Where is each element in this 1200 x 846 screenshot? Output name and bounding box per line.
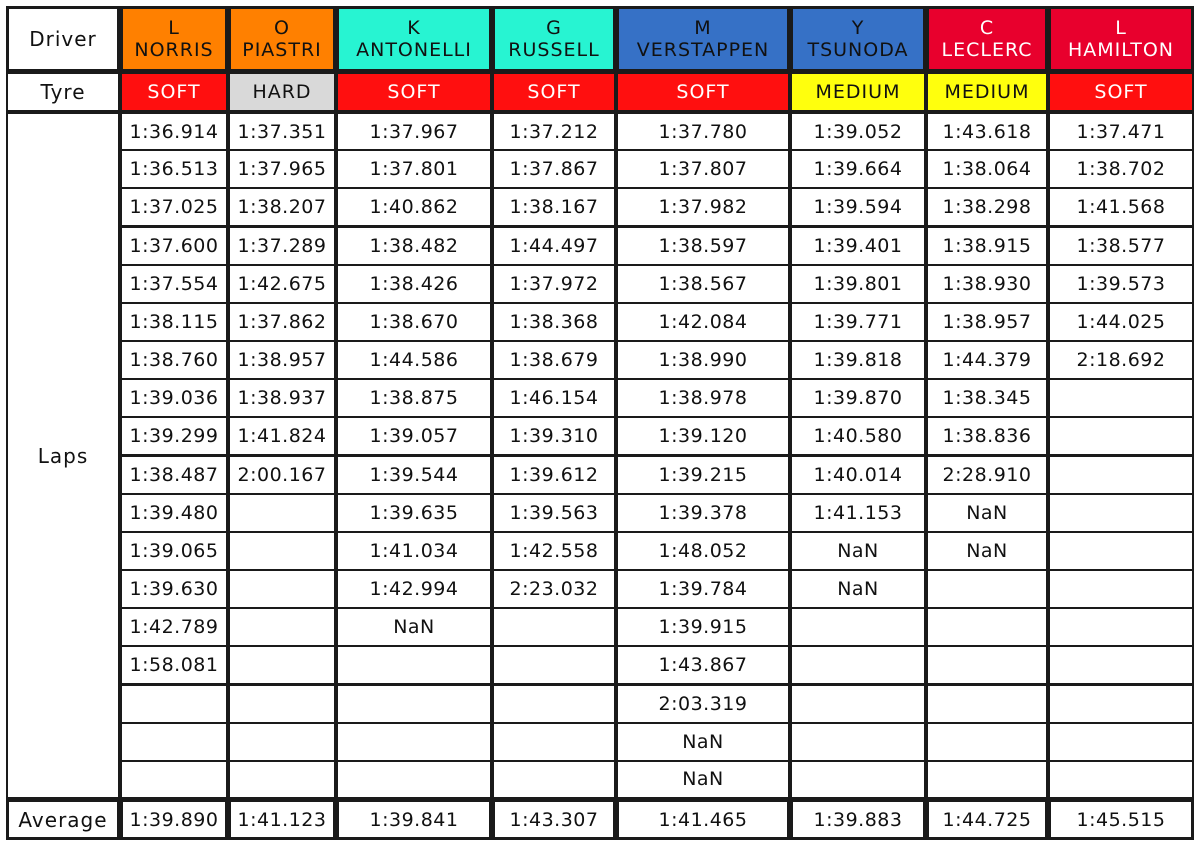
lap-time-cell [122,686,226,722]
lap-time-cell [928,762,1046,797]
lap-time-cell: 1:39.480 [122,495,226,531]
lap-time-cell: 1:38.875 [338,380,490,416]
lap-time-cell: 1:37.982 [618,189,788,225]
lap-time-cell: 1:38.915 [928,228,1046,264]
lap-time-cell [928,647,1046,683]
lap-time-cell: 2:23.032 [494,571,614,607]
driver-initial: O [274,17,290,39]
lap-time-cell: 1:44.379 [928,342,1046,378]
driver-surname: VERSTAPPEN [636,39,770,61]
average-lap-time: 1:41.123 [231,802,333,837]
lap-time-cell: 1:37.025 [122,189,226,225]
lap-time-cell: 1:44.025 [1050,304,1192,340]
lap-time-cell: 2:28.910 [928,457,1046,493]
lap-time-cell [230,686,334,722]
driver-initial: M [694,17,712,39]
lap-time-cell [1050,609,1192,645]
lap-time-cell: 1:38.115 [122,304,226,340]
lap-time-cell [1050,418,1192,454]
lap-time-cell [494,724,614,760]
lap-time-cell [792,686,924,722]
driver-surname: LECLERC [941,39,1033,61]
average-lap-time: 1:43.307 [495,802,613,837]
driver-header-cell [619,9,787,69]
tyre-compound-badge: SOFT [122,74,226,110]
lap-time-cell [928,686,1046,722]
lap-time-cell [230,609,334,645]
lap-time-cell: 1:42.558 [494,533,614,569]
tyre-compound-badge: SOFT [1050,74,1192,110]
lap-time-cell: 1:39.784 [618,571,788,607]
lap-time-cell: NaN [618,724,788,760]
lap-time-cell: 1:41.153 [792,495,924,531]
driver-header: Driver [9,9,117,69]
lap-time-cell: 1:41.568 [1050,189,1192,225]
lap-time-cell: 1:42.789 [122,609,226,645]
tyre-compound-badge: MEDIUM [928,74,1046,110]
lap-time-cell [338,686,490,722]
driver-initial: L [168,17,180,39]
lap-time-cell [1050,457,1192,493]
lap-time-cell: 1:43.867 [618,647,788,683]
lap-time-cell: 1:38.426 [338,266,490,302]
lap-time-cell: 1:38.937 [230,380,334,416]
lap-time-cell: 1:37.471 [1050,114,1192,149]
driver-surname: NORRIS [134,39,214,61]
driver-initial: G [546,17,562,39]
lap-time-cell: 1:37.965 [230,151,334,187]
lap-time-cell: 1:37.862 [230,304,334,340]
lap-time-cell: 1:58.081 [122,647,226,683]
lap-time-cell [494,609,614,645]
lap-time-cell: 1:43.618 [928,114,1046,149]
lap-time-cell: 1:38.670 [338,304,490,340]
driver-surname: HAMILTON [1067,39,1175,61]
lap-time-cell: 1:36.513 [122,151,226,187]
lap-time-cell: 1:37.780 [618,114,788,149]
lap-times-table [6,6,1194,840]
lap-time-cell [230,533,334,569]
lap-time-cell: 1:38.679 [494,342,614,378]
lap-time-cell: 1:38.836 [928,418,1046,454]
lap-time-cell: 1:38.957 [928,304,1046,340]
lap-time-cell [928,609,1046,645]
lap-time-cell: NaN [792,571,924,607]
driver-initial: Y [851,17,865,39]
driver-header-cell [339,9,489,69]
lap-time-cell [792,762,924,797]
lap-time-cell [230,724,334,760]
lap-time-cell: 1:38.567 [618,266,788,302]
lap-time-cell [122,762,226,797]
lap-time-cell: 1:39.215 [618,457,788,493]
lap-time-cell: 1:39.594 [792,189,924,225]
lap-time-cell: 1:39.801 [792,266,924,302]
lap-time-cell: 1:39.818 [792,342,924,378]
lap-time-cell [928,724,1046,760]
average-lap-time: 1:45.515 [1051,802,1191,837]
driver-initial: L [1115,17,1127,39]
lap-time-cell: 1:38.760 [122,342,226,378]
lap-time-cell: 1:40.580 [792,418,924,454]
lap-time-cell [1050,686,1192,722]
lap-time-cell: 1:37.867 [494,151,614,187]
lap-time-cell [1050,571,1192,607]
lap-time-cell: 1:37.351 [230,114,334,149]
tyre-compound-badge: MEDIUM [792,74,924,110]
lap-time-cell: 1:39.036 [122,380,226,416]
lap-time-cell: 1:38.064 [928,151,1046,187]
lap-time-cell: 1:39.573 [1050,266,1192,302]
driver-surname: ANTONELLI [356,39,472,61]
lap-time-cell: 2:03.319 [618,686,788,722]
average-lap-time: 1:39.890 [123,802,225,837]
lap-time-cell: 1:39.057 [338,418,490,454]
lap-time-cell: 1:48.052 [618,533,788,569]
lap-time-cell: 1:36.914 [122,114,226,149]
lap-time-cell: 1:42.084 [618,304,788,340]
lap-time-cell: 1:38.368 [494,304,614,340]
lap-time-cell [1050,533,1192,569]
lap-time-cell: 1:37.554 [122,266,226,302]
tyre-header: Tyre [8,74,118,110]
driver-header-cell [929,9,1045,69]
lap-time-cell: NaN [928,495,1046,531]
lap-time-cell [230,495,334,531]
driver-header-cell [495,9,613,69]
lap-time-cell: 2:00.167 [230,457,334,493]
lap-time-cell [122,724,226,760]
lap-time-cell: 1:39.065 [122,533,226,569]
lap-time-cell [338,724,490,760]
lap-time-cell: NaN [618,762,788,797]
lap-time-cell [230,762,334,797]
lap-time-cell: 1:39.544 [338,457,490,493]
lap-time-cell [338,647,490,683]
average-lap-time: 1:39.883 [793,802,923,837]
lap-time-cell: 1:40.862 [338,189,490,225]
lap-time-cell: NaN [928,533,1046,569]
lap-time-cell: 1:39.052 [792,114,924,149]
lap-time-cell [1050,380,1192,416]
lap-time-cell: 1:39.310 [494,418,614,454]
laps-header: Laps [8,114,118,797]
lap-time-cell: 1:39.771 [792,304,924,340]
lap-time-cell: 1:38.978 [618,380,788,416]
lap-time-cell: 1:39.635 [338,495,490,531]
lap-time-cell [792,647,924,683]
lap-time-cell: 2:18.692 [1050,342,1192,378]
lap-time-cell: 1:38.597 [618,228,788,264]
lap-time-cell: 1:39.870 [792,380,924,416]
lap-time-cell: 1:39.401 [792,228,924,264]
lap-time-cell: 1:39.664 [792,151,924,187]
driver-header-cell [123,9,225,69]
driver-surname: TSUNODA [807,39,909,61]
lap-time-cell: 1:46.154 [494,380,614,416]
lap-time-cell: 1:40.014 [792,457,924,493]
lap-time-cell: 1:37.212 [494,114,614,149]
lap-time-cell: 1:44.586 [338,342,490,378]
lap-time-cell: 1:39.378 [618,495,788,531]
lap-time-cell [494,647,614,683]
tyre-compound-badge: SOFT [618,74,788,110]
lap-time-cell: 1:39.612 [494,457,614,493]
average-header: Average [9,802,117,837]
lap-time-cell: 1:38.298 [928,189,1046,225]
lap-time-cell [1050,647,1192,683]
lap-time-cell [928,571,1046,607]
lap-time-cell: 1:37.289 [230,228,334,264]
lap-time-cell [1050,762,1192,797]
lap-time-cell [494,762,614,797]
tyre-compound-badge: SOFT [494,74,614,110]
lap-time-cell: 1:42.994 [338,571,490,607]
lap-time-cell: 1:37.967 [338,114,490,149]
lap-time-cell: 1:38.702 [1050,151,1192,187]
lap-time-cell: 1:38.930 [928,266,1046,302]
lap-time-cell [1050,495,1192,531]
lap-time-cell: 1:38.990 [618,342,788,378]
driver-header-cell [231,9,333,69]
lap-time-cell [1050,724,1192,760]
lap-time-cell: 1:41.034 [338,533,490,569]
lap-time-cell: 1:37.600 [122,228,226,264]
lap-time-cell [230,647,334,683]
lap-time-cell [230,571,334,607]
lap-time-cell: 1:39.299 [122,418,226,454]
lap-time-cell: 1:44.497 [494,228,614,264]
driver-surname: RUSSELL [508,39,600,61]
tyre-compound-badge: HARD [230,74,334,110]
lap-time-cell: 1:41.824 [230,418,334,454]
lap-time-cell: 1:38.957 [230,342,334,378]
driver-header-cell [793,9,923,69]
driver-surname: PIASTRI [242,39,322,61]
lap-time-cell: 1:39.120 [618,418,788,454]
lap-time-cell: 1:37.972 [494,266,614,302]
lap-time-cell [792,724,924,760]
lap-time-cell: 1:38.487 [122,457,226,493]
lap-time-cell [494,686,614,722]
lap-time-cell [338,762,490,797]
lap-time-cell: 1:38.207 [230,189,334,225]
average-lap-time: 1:39.841 [339,802,489,837]
tyre-compound-badge: SOFT [338,74,490,110]
lap-time-cell: 1:39.563 [494,495,614,531]
lap-time-cell: 1:42.675 [230,266,334,302]
lap-time-cell: 1:39.915 [618,609,788,645]
driver-header-cell [1051,9,1191,69]
average-lap-time: 1:44.725 [929,802,1045,837]
lap-time-cell: NaN [338,609,490,645]
lap-time-cell: 1:38.577 [1050,228,1192,264]
lap-time-cell: 1:37.801 [338,151,490,187]
lap-time-cell: 1:38.167 [494,189,614,225]
driver-initial: K [407,17,421,39]
lap-time-cell [792,609,924,645]
driver-initial: C [979,17,995,39]
lap-time-cell: NaN [792,533,924,569]
lap-time-cell: 1:38.482 [338,228,490,264]
average-lap-time: 1:41.465 [619,802,787,837]
lap-time-cell: 1:38.345 [928,380,1046,416]
lap-time-cell: 1:37.807 [618,151,788,187]
lap-time-cell: 1:39.630 [122,571,226,607]
